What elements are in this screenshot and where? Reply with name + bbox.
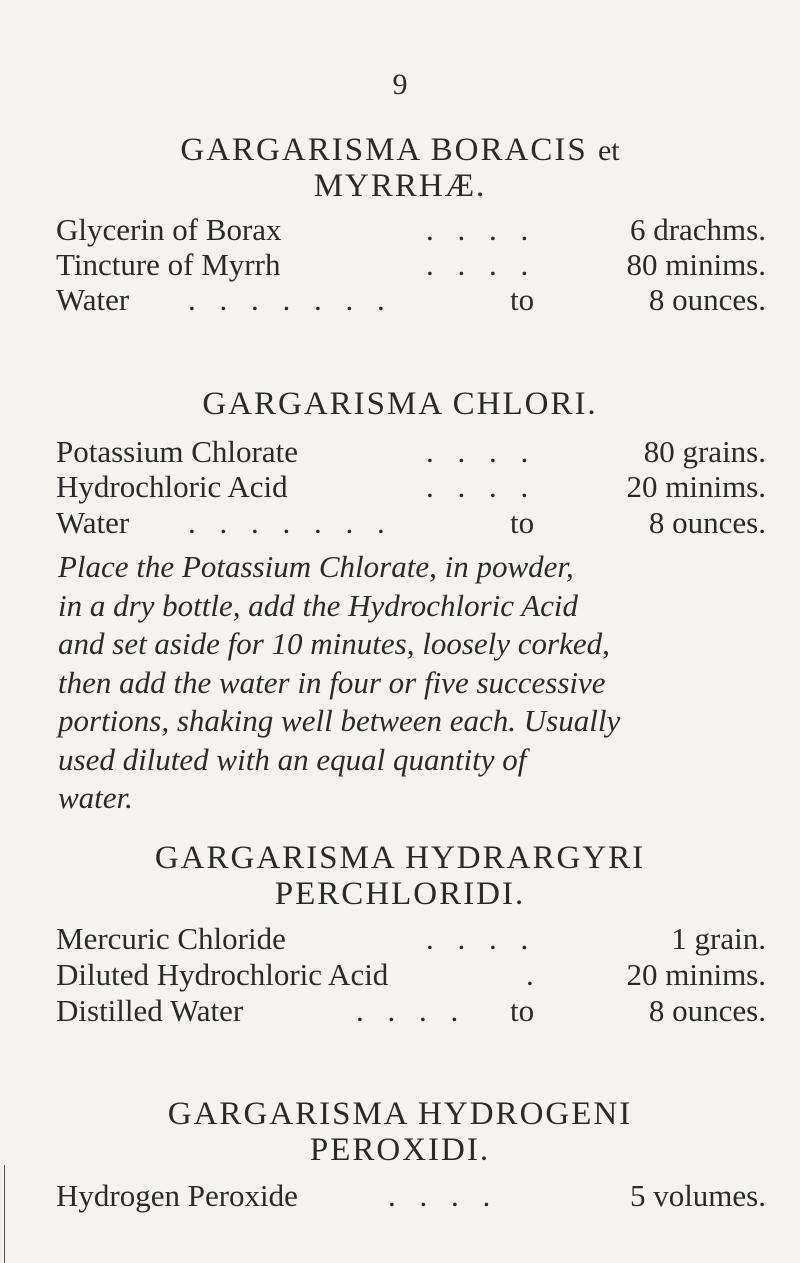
ingredient-name: Hydrochloric Acid xyxy=(56,469,288,504)
ingredient-leader: . . . . xyxy=(356,993,467,1028)
ingredient-name: Glycerin of Borax xyxy=(56,212,282,247)
ingredient-row xyxy=(56,282,766,318)
ingredient-leader: . . . . xyxy=(426,212,537,247)
ingredient-row xyxy=(56,957,766,993)
section-4-title: GARGARISMA HYDROGENI xyxy=(167,1096,633,1132)
ingredient-row xyxy=(56,469,766,505)
ingredient-quantity: 20 minims. xyxy=(626,957,766,992)
ingredient-name: Hydrogen Peroxide xyxy=(56,1178,298,1213)
instruction-line: and set aside for 10 minutes, loosely corked, xyxy=(58,626,610,661)
ingredient-quantity: 1 grain. xyxy=(671,921,766,956)
page-edge-mark xyxy=(4,1165,5,1263)
ingredient-name: Mercuric Chloride xyxy=(56,921,286,956)
section-1-title-main: GARGARISMA BORACIS xyxy=(180,132,588,168)
preparation-instructions xyxy=(58,548,764,818)
ingredient-quantity: 8 ounces. xyxy=(648,282,766,317)
ingredient-leader: . . . . xyxy=(426,247,537,282)
ingredient-name: Water xyxy=(56,282,130,317)
section-1-title xyxy=(0,132,800,169)
ingredient-row xyxy=(56,921,766,957)
ingredient-quantity: 8 ounces. xyxy=(648,993,766,1028)
instruction-line: portions, shaking well between each. Usually xyxy=(58,703,621,738)
ingredient-row xyxy=(56,505,766,541)
section-1-title-line2: MYRRHÆ. xyxy=(313,168,487,204)
ingredient-name: Diluted Hydrochloric Acid xyxy=(56,957,389,992)
ingredient-leader: . . . . xyxy=(388,1178,499,1213)
ingredient-quantity: 6 drachms. xyxy=(629,212,766,247)
ingredient-quantity: 80 minims. xyxy=(626,247,766,282)
section-3-title: GARGARISMA HYDRARGYRI xyxy=(154,840,646,876)
instruction-line: Place the Potassium Chlorate, in powder, xyxy=(58,549,574,584)
section-3-title-line2: PERCHLORIDI. xyxy=(274,876,526,912)
ingredient-leader: . xyxy=(526,957,542,992)
ingredient-quantity: 20 minims. xyxy=(626,469,766,504)
ingredient-leader: . . . . . . . xyxy=(188,282,393,317)
ingredient-quantity: 80 grains. xyxy=(643,434,766,469)
ingredient-name: Distilled Water xyxy=(56,993,244,1028)
section-4-title-line2: PEROXIDI. xyxy=(309,1132,491,1168)
ingredient-quantity: 5 volumes. xyxy=(629,1178,766,1213)
ingredient-name: Tincture of Myrrh xyxy=(56,247,281,282)
instruction-line: used diluted with an equal quantity of xyxy=(58,741,527,777)
ingredient-row xyxy=(56,993,766,1029)
ingredient-name: Water xyxy=(56,505,130,540)
section-2-title: GARGARISMA CHLORI. xyxy=(202,386,598,422)
ingredient-row xyxy=(56,247,766,283)
ingredient-leader: . . . . xyxy=(426,469,537,504)
ingredient-row xyxy=(56,212,766,248)
ingredient-leader: . . . . xyxy=(426,921,537,956)
section-1-title-suffix: et xyxy=(597,134,620,167)
ingredient-to: to xyxy=(510,993,535,1028)
ingredient-name: Potassium Chlorate xyxy=(56,434,298,469)
ingredient-leader: . . . . . . . xyxy=(188,505,393,540)
page-number: 9 xyxy=(392,68,408,101)
ingredient-row xyxy=(56,434,766,470)
ingredient-to: to xyxy=(510,505,535,540)
ingredient-to: to xyxy=(510,282,535,317)
instruction-line: in a dry bottle, add the Hydrochloric Acid xyxy=(58,587,579,623)
ingredient-leader: . . . . xyxy=(426,434,537,469)
instruction-line: then add the water in four or five successive xyxy=(58,664,606,700)
instruction-line: water. xyxy=(58,780,133,815)
ingredient-quantity: 8 ounces. xyxy=(648,505,766,540)
ingredient-row xyxy=(56,1178,766,1214)
